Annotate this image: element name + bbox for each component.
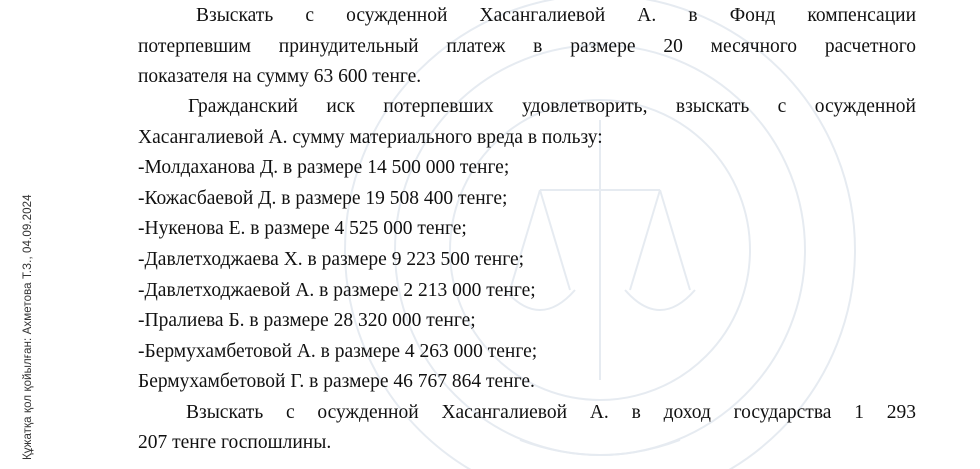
claim-list-item: Бермухамбетовой Г. в размере 46 767 864 тенге. <box>138 371 535 392</box>
paragraph-1-line-2: потерпевшим принудительный платеж в размере 20 месячного расчетного <box>138 36 916 57</box>
claim-list-item: -Давлетходжаева Х. в размере 9 223 500 тенге; <box>138 249 525 270</box>
paragraph-2-line-1: Гражданский иск потерпевших удовлетворить, взыскать с осужденной <box>188 96 916 117</box>
signature-stamp: Құжатқа қол қойылған: Ахметова Т.З., 04.09.2024 <box>22 194 34 460</box>
paragraph-4-line-2: 207 тенге госпошлины. <box>138 432 332 453</box>
claim-list-item: -Давлетходжаевой А. в размере 2 213 000 тенге; <box>138 280 536 301</box>
paragraph-2-line-2: Хасангалиевой А. сумму материального вреда в пользу: <box>138 127 603 148</box>
paragraph-4-line-1: Взыскать с осужденной Хасангалиевой А. в доход государства 1 293 <box>186 402 916 423</box>
claim-list-item: -Нукенова Е. в размере 4 525 000 тенге; <box>138 218 467 239</box>
paragraph-1-line-1: Взыскать с осужденной Хасангалиевой А. в Фонд компенсации <box>196 5 916 26</box>
paragraph-1-line-3: показателя на сумму 63 600 тенге. <box>138 66 422 87</box>
claim-list-item: -Бермухамбетовой А. в размере 4 263 000 тенге; <box>138 341 538 362</box>
claim-list-item: -Кожасбаевой Д. в размере 19 508 400 тенге; <box>138 188 508 209</box>
claim-list-item: -Пралиева Б. в размере 28 320 000 тенге; <box>138 310 476 331</box>
claim-list-item: -Молдаханова Д. в размере 14 500 000 тенге; <box>138 157 510 178</box>
